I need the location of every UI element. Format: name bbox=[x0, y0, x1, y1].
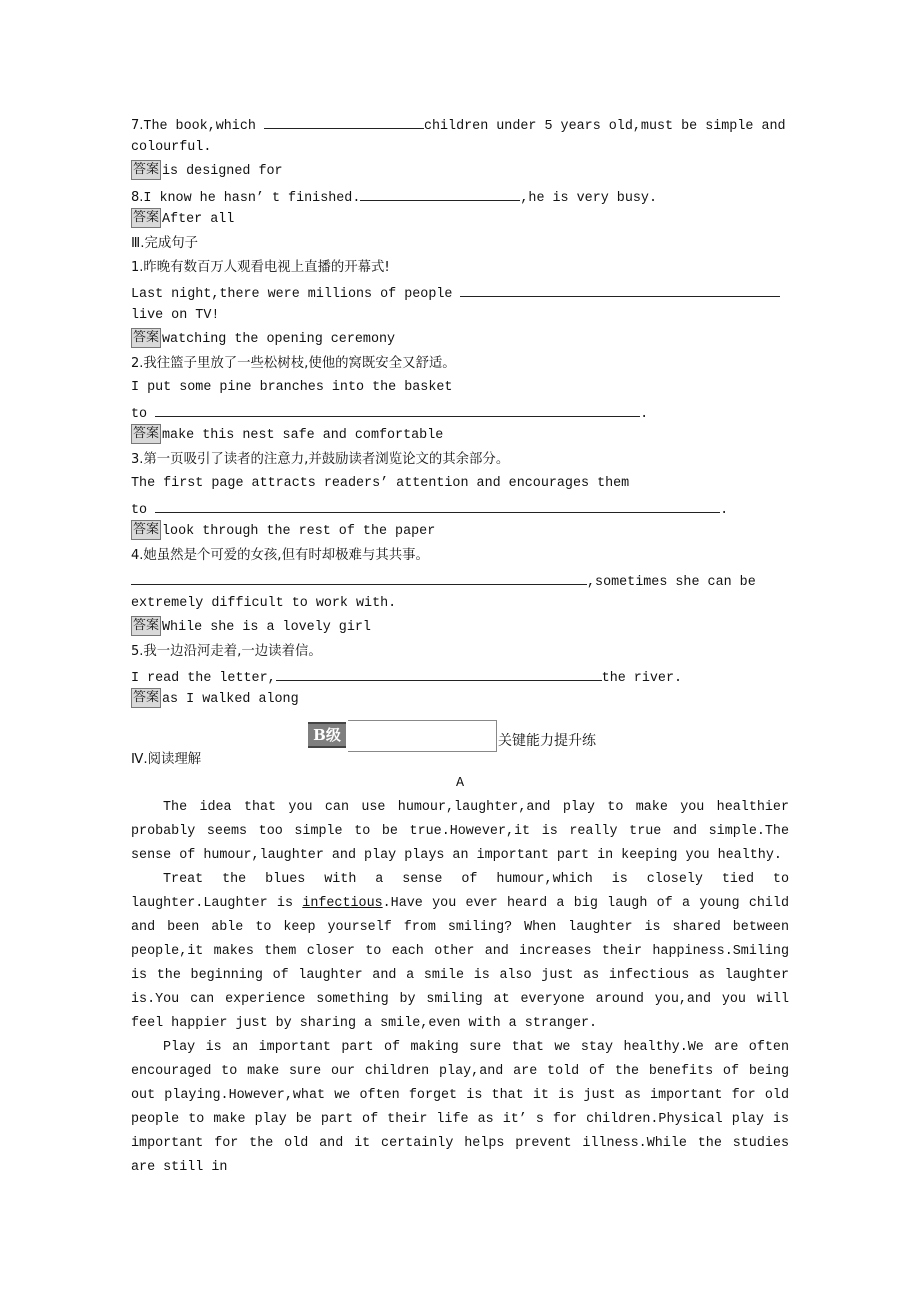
question-number: 5. bbox=[131, 644, 144, 659]
paragraph: The idea that you can use humour,laughter,and play to make you healthier probably seems too simple to be true.However,it is really true and simple.The sense of humour,laughter and play plays an important part in keeping you healthy. bbox=[131, 800, 789, 863]
answer-badge: 答案 bbox=[131, 160, 161, 180]
q7-continuation: colourful. bbox=[131, 140, 212, 155]
question-number: 7. bbox=[131, 118, 144, 133]
paragraph-text: .Have you ever heard a big laugh of a young child and been able to keep yourself from smiling? When laughter is shared between people,it makes them closer to each other and increases their happiness.Smiling is the beginning of laughter and a smile is also just as infectious as laughter is.You can experience something by smiling at everyone around you,and you will feel happier just by sharing a smile,even with a stranger. bbox=[131, 896, 790, 1031]
s3-answer: look through the rest of the paper bbox=[162, 524, 436, 539]
s4-answer: While she is a lovely girl bbox=[162, 620, 371, 635]
paragraph bbox=[131, 868, 789, 1036]
question-number: 2. bbox=[131, 356, 144, 371]
q7-text-after: children under 5 years old,must be simple and bbox=[423, 119, 786, 134]
s1-chinese: 昨晚有数百万人观看电视上直播的开幕式! bbox=[143, 260, 390, 275]
question-number: 4. bbox=[131, 548, 144, 563]
document-page bbox=[131, 112, 789, 1180]
paragraph-text: Treat the blues with a sense of humour,which is closely tied to laughter.Laughter is bbox=[131, 872, 789, 911]
answer-blank bbox=[155, 400, 640, 417]
answer-badge: 答案 bbox=[131, 520, 161, 540]
answer-badge: 答案 bbox=[131, 688, 161, 708]
s1-answer: watching the opening ceremony bbox=[162, 332, 396, 347]
s5-chinese: 我一边沿河走着,一边读着信。 bbox=[143, 644, 322, 659]
q8-text-after: ,he is very busy. bbox=[520, 191, 657, 206]
question-number: 8. bbox=[131, 190, 144, 205]
paragraph: Play is an important part of making sure that we stay healthy.We are often encouraged to make sure our children play,and are told of the benefits of being out playing.However,what we often forget is that it is just as important for old people to make play be part of their life as it’ s for children.Physical play is important for the old and it certainly helps prevent illness.While the studies are still in bbox=[131, 1040, 789, 1175]
answer-blank bbox=[276, 664, 602, 681]
answer-blank bbox=[360, 184, 520, 201]
level-badge: B级 bbox=[308, 722, 346, 748]
s5-english: I read the letter, bbox=[131, 671, 276, 686]
s4-english: ,sometimes she can be bbox=[587, 575, 756, 590]
level-title: 关键能力提升练 bbox=[498, 733, 596, 749]
s5-answer: as I walked along bbox=[162, 692, 299, 707]
section-heading: Ⅳ.阅读理解 bbox=[131, 752, 202, 767]
answer-badge: 答案 bbox=[131, 424, 161, 444]
question-number: 3. bbox=[131, 452, 144, 467]
q8-text: I know he hasn’ t finished. bbox=[143, 191, 361, 206]
s1-english: Last night,there were millions of people bbox=[131, 287, 461, 302]
q7-line bbox=[131, 112, 789, 136]
question-number: 1. bbox=[131, 260, 144, 275]
s2-english: I put some pine branches into the basket bbox=[131, 380, 453, 395]
s2-chinese: 我往篮子里放了一些松树枝,使他的窝既安全又舒适。 bbox=[143, 356, 456, 371]
s2-answer: make this nest safe and comfortable bbox=[162, 428, 444, 443]
s4-chinese: 她虽然是个可爱的女孩,但有时却极难与其共事。 bbox=[143, 548, 429, 563]
answer-badge: 答案 bbox=[131, 328, 161, 348]
q7-answer: is designed for bbox=[162, 164, 283, 179]
s5-english-cont: the river. bbox=[601, 671, 683, 686]
s1-english-cont: live on TV! bbox=[131, 308, 220, 323]
level-box bbox=[348, 720, 497, 752]
passage-title: A bbox=[455, 776, 465, 791]
answer-badge: 答案 bbox=[131, 208, 161, 228]
answer-blank bbox=[155, 496, 720, 513]
q8-line bbox=[131, 184, 789, 208]
answer-blank bbox=[131, 568, 587, 585]
s3-english: The first page attracts readers’ attention and encourages them bbox=[131, 476, 630, 491]
period: . bbox=[640, 407, 649, 422]
section-heading: Ⅲ.完成句子 bbox=[131, 236, 199, 251]
s4-english-cont: extremely difficult to work with. bbox=[131, 596, 397, 611]
s3-chinese: 第一页吸引了读者的注意力,并鼓励读者浏览论文的其余部分。 bbox=[143, 452, 510, 467]
s2-english-cont: to bbox=[131, 407, 156, 422]
answer-badge: 答案 bbox=[131, 616, 161, 636]
s3-english-cont: to bbox=[131, 503, 156, 518]
passage-body bbox=[131, 796, 789, 1180]
q7-text: The book,which bbox=[143, 119, 264, 134]
level-header bbox=[131, 712, 789, 752]
answer-blank bbox=[460, 280, 780, 297]
answer-blank bbox=[264, 112, 424, 129]
period: . bbox=[720, 503, 729, 518]
q8-answer: After all bbox=[162, 212, 235, 227]
underlined-word: infectious bbox=[302, 896, 383, 911]
